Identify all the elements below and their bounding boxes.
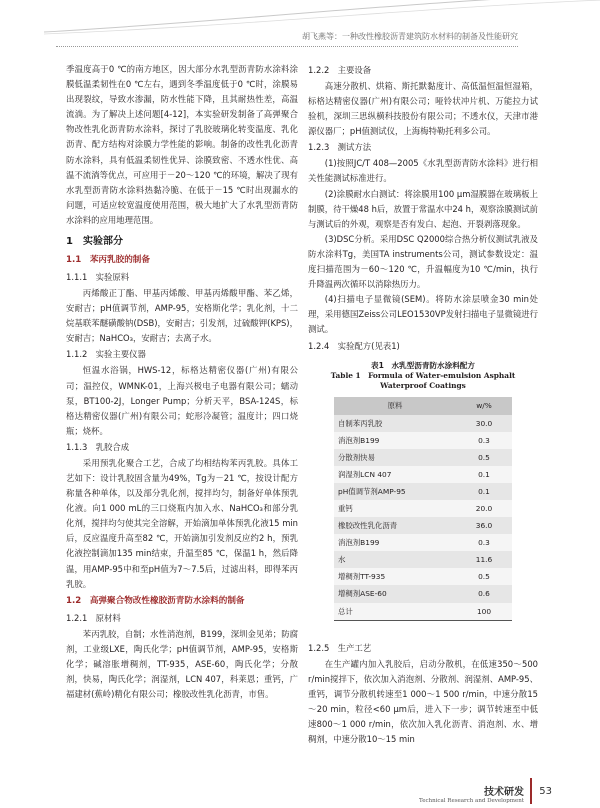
left-column	[66, 62, 298, 702]
table-cell-material: 消泡剂B199	[334, 432, 456, 449]
section-1-1-1-title: 1.1.1 实验原料	[66, 272, 130, 283]
section-1-2-5-title: 1.2.5 生产工艺	[308, 642, 372, 653]
section-1-2-3-title: 1.2.3 测试方法	[308, 142, 372, 153]
section-1-2-5-text: 在生产罐内加入乳胶后，启动分散机，在低速350～500 r/min搅拌下，依次加入消泡剂、分散剂、润湿剂、AMP-95、重钙，调节分散机转速至1 000～1 500 r/min，中速分散15～20 min，粒径<60 μm后，进入下一步；调节转速至中低速800～1 000 r/min，依次加入乳化沥青、消泡剂、水、增稠剂，中速分散10～15 min	[308, 658, 538, 745]
table-cell-material: 重钙	[334, 500, 456, 517]
table-row	[334, 432, 512, 449]
table-body	[334, 415, 512, 621]
section-1-1-title: 1.1 苯丙乳胶的制备	[66, 255, 150, 266]
table-cell-value: 11.6	[456, 551, 512, 568]
table-cell-value: 0.3	[456, 432, 512, 449]
table-cell-value: 0.1	[456, 483, 512, 500]
section-1-2-title: 1.2 高弹聚合物改性橡胶沥青防水涂料的制备	[66, 595, 245, 606]
table-header-material: 原料	[334, 397, 456, 415]
table-row	[334, 585, 512, 602]
table-row	[334, 500, 512, 517]
table-cell-value: 0.6	[456, 585, 512, 602]
header-rule	[56, 46, 518, 47]
page-header	[0, 0, 600, 60]
section-1-2-1-text: 苯丙乳胶，自制；水性消泡剂，B199，深圳金见弟；防腐剂，工业级LXE，陶氏化学；pH值调节剂，AMP-95，安格斯化学；碱溶胀增稠剂，TT-935，ASE-60，陶氏化学；分散剂，快易，陶氏化学；润湿剂，LCN 407，科莱恩；重钙，广福建材(蕉岭)精化有限公司；橡胶改性乳化沥青，市售。	[66, 628, 298, 700]
section-1-2-1-title: 1.2.1 原材料	[66, 612, 121, 623]
table-header-mass-fraction: w/%	[456, 397, 512, 415]
table-row	[334, 534, 512, 551]
formula-table	[334, 397, 512, 621]
section-1-2-2-text: 高速分散机、烘箱、斯托默黏度计、高低温恒温恒湿箱，标格达精密仪器(广州)有限公司；哑铃状冲片机、万能拉力试验机，深圳三思纵横科技股份有限公司；不透水仪，天津市港源仪器厂；pH值测试仪，上海梅特勒托利多公司。	[308, 81, 538, 137]
journal-name-cn: 技术研发	[484, 787, 524, 798]
table-row	[334, 551, 512, 568]
test-method-item: (4)扫描电子显微镜(SEM)。将防水涂层喷金30 min处理，采用德国Zeiss公司LEO1530VP发射扫描电子显微镜进行测试。	[308, 294, 538, 335]
right-column	[308, 62, 538, 747]
table-row	[334, 449, 512, 466]
journal-name-en: Technical Research and Development	[419, 798, 524, 804]
table-cell-material: 分散剂快易	[334, 449, 456, 466]
section-1-1-1-text: 丙烯酸正丁酯、甲基丙烯酸、甲基丙烯酸甲酯、苯乙烯，安耐吉；pH值调节剂，AMP-95，安格斯化学；乳化剂，十二烷基联苯醚磺酸钠(DSB)，安耐吉；引发剂，过硫酸钾(KPS)，安耐吉；NaHCO₃，安耐吉；去离子水。	[66, 288, 298, 344]
table-cell-value: 30.0	[456, 415, 512, 432]
table-row	[334, 415, 512, 432]
table-cell-value: 36.0	[456, 517, 512, 534]
table-cell-value: 20.0	[456, 500, 512, 517]
table-cell-material: 增稠剂TT-935	[334, 568, 456, 585]
page-number: 53	[539, 786, 552, 797]
section-1-1-2-text: 恒温水浴锅，HWS-12，标格达精密仪器(广州)有限公司；温控仪，WMNK-01，上海兴极电子电器有限公司；蠕动泵，BT100-2J，Longer Pump；分析天平，BSA-124S，标格达精密仪器(广州)有限公司；蛇形冷凝管；温度计；四口烧瓶；烧杯。	[66, 365, 298, 436]
table-cell-value: 0.5	[456, 449, 512, 466]
section-1-1-3-text: 采用预乳化聚合工艺，合成了均相结构苯丙乳胶。具体工艺如下：设计乳胶固含量为49%，Tg为－21 ℃，按设计配方称量各种单体，以及部分乳化剂，搅拌均匀，制备好单体预乳化液。向1 000 mL的三口烧瓶内加入水、NaHCO₃和部分乳化剂，搅拌均匀使其完全溶解，开始滴加单体预乳化液15 min后，反应温度升高至82 ℃，开始滴加引发剂反应约2 h，预乳化液控制滴加135 min结束，升温至85 ℃，保温1 h，然后降温，用AMP-95中和至pH值为7～7.5后，过滤出料，即得苯丙乳胶。	[66, 457, 298, 589]
table-cell-material: 总计	[334, 603, 456, 621]
table-cell-value: 0.3	[456, 534, 512, 551]
table-header-row	[334, 397, 512, 415]
table-total-row	[334, 603, 512, 621]
table-caption-cn: 表1 水乳型沥青防水涂料配方	[370, 360, 475, 370]
table-row	[334, 466, 512, 483]
journal-brand	[419, 783, 524, 804]
table-cell-material: 消泡剂B199	[334, 534, 456, 551]
table-row	[334, 568, 512, 585]
running-title: 胡飞燕等：一种改性橡胶沥青建筑防水材料的制备及性能研究	[302, 32, 518, 41]
section-1-2-4-title: 1.2.4 实验配方(见表1)	[308, 340, 400, 351]
table-row	[334, 517, 512, 534]
section-1-2-2-title: 1.2.2 主要设备	[308, 65, 372, 75]
page-footer	[0, 772, 600, 808]
test-method-item: (3)DSC分析。采用DSC Q2000综合热分析仪测试乳液及防水涂料Tg，美国TA instruments公司，测试参数设定：温度扫描范围为－60～120 ℃，升温幅度为10 ℃/min，执行升降温两次循环以消除热历力。	[308, 233, 538, 290]
footer-divider-bar	[530, 778, 532, 804]
table-cell-material: 润湿剂LCN 407	[334, 466, 456, 483]
table-cell-value: 0.1	[456, 466, 512, 483]
table-cell-material: 水	[334, 551, 456, 568]
table-cell-value: 0.5	[456, 568, 512, 585]
test-method-item: (2)涂膜耐水白测试：将涂膜用100 μm湿膜器在玻璃板上制膜，待干燥48 h后，放置于常温水中24 h，观察涂膜测试前与测试后的外观，观察是否有发白、起泡、开裂剥落现象。	[308, 188, 538, 229]
table-cell-material: 自制苯丙乳胶	[334, 415, 456, 432]
table-caption-en: Table 1 Formula of Water-emulsion Asphalt Waterproof Coatings	[330, 370, 516, 390]
table-cell-value: 100	[456, 603, 512, 621]
section-1-1-2-title: 1.1.2 实验主要仪器	[66, 349, 146, 360]
table-cell-material: 橡胶改性乳化沥青	[334, 517, 456, 534]
table-cell-material: pH值调节剂AMP-95	[334, 483, 456, 500]
table-row	[334, 483, 512, 500]
intro-paragraph: 季温度高于0 ℃的南方地区，因大部分水乳型沥青防水涂料涂膜低温柔韧性在0 ℃左右，遇到冬季温度低于0 ℃时，涂膜易出现裂纹，导致水渗漏，防水性能下降，且其耐热性差，高温流淌。为了解决上述问题[4-12]，本实验研发制备了高弹聚合物改性乳化沥青防水涂料，探讨了乳胶玻璃化转变温度、乳化沥青、配方结构对涂膜力学性能的影响。制备的改性乳化沥青防水涂料，具有低温柔韧性优异、涂膜致密、不透水性优、高温不流淌等优点，可应用于－20～120 ℃的环境，解决了现有水乳型沥青防水涂料热黏冷脆、在低于－15 ℃时出现漏水的问题，可适应较宽温度使用范围，极大地扩大了水乳型沥青防水涂料的应用地理范围。	[66, 64, 298, 225]
table-cell-material: 增稠剂ASE-60	[334, 585, 456, 602]
section-1-title: 1 实验部分	[66, 236, 123, 248]
section-1-1-3-title: 1.1.3 乳胶合成	[66, 441, 130, 452]
test-method-item: (1)按照JC/T 408—2005《水乳型沥青防水涂料》进行相关性能测试标准进行。	[308, 158, 538, 184]
